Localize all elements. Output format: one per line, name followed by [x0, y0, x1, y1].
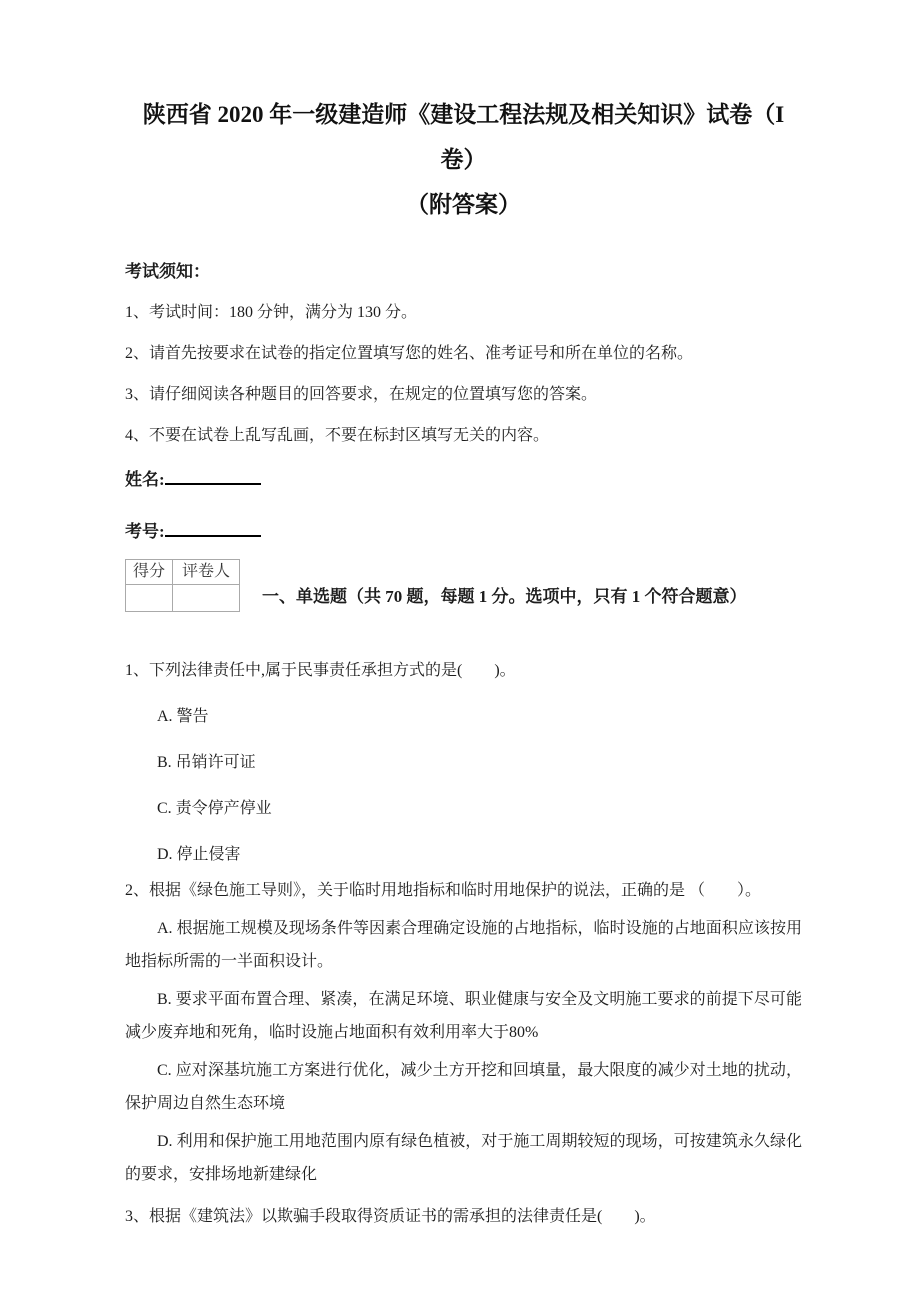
document-title-line1: 陕西省 2020 年一级建造师《建设工程法规及相关知识》试卷（I 卷）	[142, 102, 785, 172]
exam-notice-heading: 考试须知：	[125, 262, 210, 281]
name-field-label: 姓名:	[125, 470, 165, 489]
section-1-heading: 一、单选题（共 70 题，每题 1 分。选项中，只有 1 个符合题意）	[262, 587, 747, 606]
notice-item-4: 4、不要在试卷上乱写乱画，不要在标封区填写无关的内容。	[125, 427, 550, 444]
exam-no-field-label: 考号:	[125, 522, 165, 541]
score-table-cell-score	[126, 585, 173, 612]
score-table	[125, 559, 240, 612]
score-table-header-row	[126, 560, 240, 585]
question-2-option-a: A. 根据施工规模及现场条件等因素合理确定设施的占地指标，临时设施的占地面积应该按用地指标所需的一半面积设计。	[125, 920, 802, 970]
exam-no-blank-line	[165, 517, 261, 537]
question-3-stem: 3、根据《建筑法》以欺骗手段取得资质证书的需承担的法律责任是( )。	[125, 1208, 656, 1225]
question-list	[125, 654, 802, 1233]
question-2-stem: 2、根据《绿色施工导则》，关于临时用地指标和临时用地保护的说法，正确的是 （ ）。	[125, 882, 762, 899]
notice-item-3: 3、请仔细阅读各种题目的回答要求，在规定的位置填写您的答案。	[125, 386, 598, 403]
score-table-header-score: 得分	[126, 560, 173, 585]
question-1-stem: 1、下列法律责任中,属于民事责任承担方式的是( )。	[125, 662, 516, 679]
name-blank-line	[165, 465, 261, 485]
question-1-option-d: D. 停止侵害	[157, 846, 241, 863]
document-title-line2: （附答案）	[406, 192, 521, 217]
notice-item-2: 2、请首先按要求在试卷的指定位置填写您的姓名、准考证号和所在单位的名称。	[125, 345, 694, 362]
question-2-option-c: C. 应对深基坑施工方案进行优化，减少土方开挖和回填量，最大限度的减少对土地的扰动，保护周边自然生态环境	[125, 1062, 802, 1112]
score-row	[125, 559, 802, 612]
question-1-option-c: C. 责令停产停业	[157, 800, 272, 817]
question-2-option-d: D. 利用和保护施工用地范围内原有绿色植被，对于施工周期较短的现场，可按建筑永久绿化的要求，安排场地新建绿化	[125, 1133, 802, 1183]
score-table-empty-row	[126, 585, 240, 612]
score-table-header-grader: 评卷人	[173, 560, 240, 585]
document-title	[125, 92, 802, 227]
question-1-option-b: B. 吊销许可证	[157, 754, 256, 771]
question-1-option-a: A. 警告	[157, 708, 209, 725]
notice-item-1: 1、考试时间：180 分钟，满分为 130 分。	[125, 304, 418, 321]
name-field-line	[125, 465, 802, 493]
question-2-option-b: B. 要求平面布置合理、紧凑，在满足环境、职业健康与安全及文明施工要求的前提下尽可能减少废弃地和死角，临时设施占地面积有效利用率大于80%	[125, 991, 802, 1041]
exam-no-field-line	[125, 517, 802, 545]
score-table-cell-grader	[173, 585, 240, 612]
